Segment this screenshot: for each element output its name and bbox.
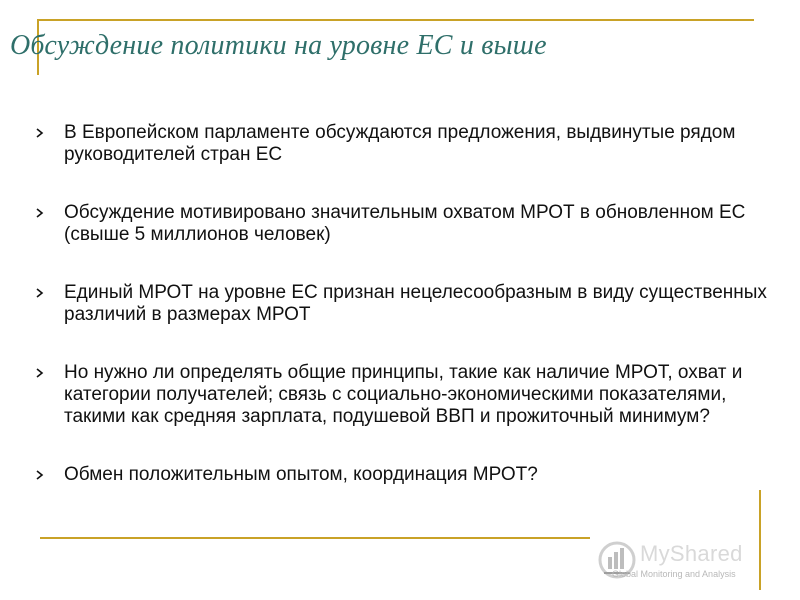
bullet-text: Обсуждение мотивировано значительным охватом МРОТ в обновленном ЕС (свыше 5 миллионов человек) [64, 202, 746, 245]
bullet-item [34, 282, 774, 326]
arrow-bullet-icon [34, 287, 46, 299]
bullet-text: Единый МРОТ на уровне ЕС признан нецелесообразным в виду существенных различий в размерах МРОТ [64, 282, 767, 325]
watermark-brand: MyShared [640, 541, 743, 566]
bullet-text: Но нужно ли определять общие принципы, такие как наличие МРОТ, охват и категории получателей; связь с социально-экономическими показателями, такими как средняя зарплата, подушевой ВВП и прожиточный минимум? [64, 362, 743, 427]
bullet-item [34, 362, 774, 428]
arrow-bullet-icon [34, 127, 46, 139]
top-divider-line [38, 19, 754, 21]
arrow-bullet-icon [34, 469, 46, 481]
bullet-item [34, 464, 774, 486]
bottom-divider-line [40, 537, 590, 539]
bullet-text: Обмен положительным опытом, координация МРОТ? [64, 464, 538, 485]
bullet-text: В Европейском парламенте обсуждаются предложения, выдвинутые рядом руководителей стран ЕС [64, 122, 736, 165]
arrow-bullet-icon [34, 207, 46, 219]
slide-title: Обсуждение политики на уровне ЕС и выше [10, 30, 547, 61]
watermark-subtitle: Global Monitoring and Analysis [612, 569, 736, 579]
bullet-list [34, 122, 774, 486]
bullet-item [34, 202, 774, 246]
bullet-item [34, 122, 774, 166]
myshared-watermark[interactable] [596, 537, 786, 587]
arrow-bullet-icon [34, 367, 46, 379]
